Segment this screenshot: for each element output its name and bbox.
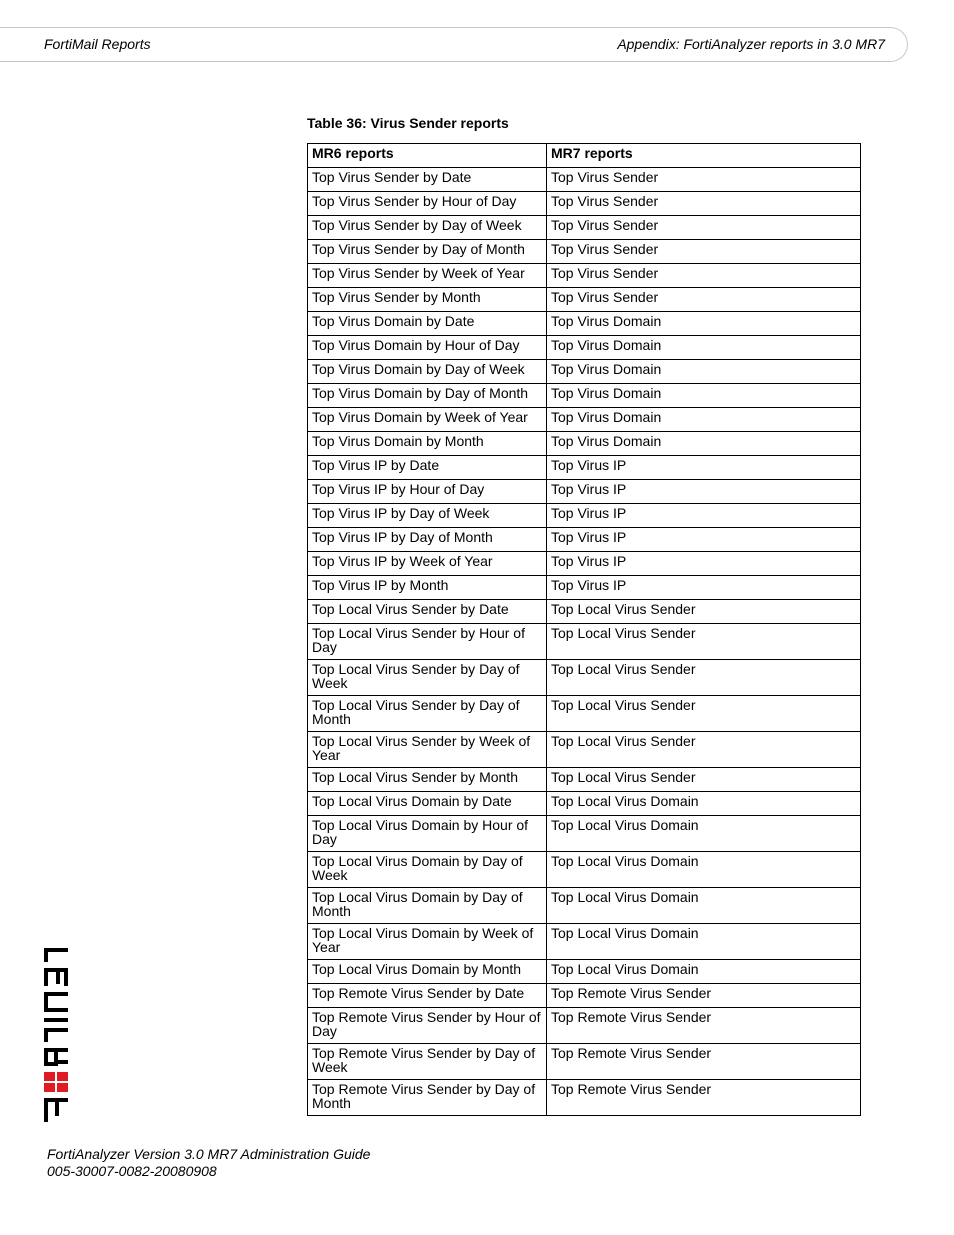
- mr6-report-cell: Top Virus Sender by Day of Week: [308, 216, 547, 240]
- table-row: [308, 984, 861, 1008]
- mr7-report-cell: Top Local Virus Sender: [547, 732, 861, 768]
- table-body: [308, 168, 861, 1116]
- table-row: [308, 1008, 861, 1044]
- table-row: [308, 408, 861, 432]
- mr6-report-cell: Top Local Virus Domain by Month: [308, 960, 547, 984]
- mr6-report-cell: Top Local Virus Domain by Day of Month: [308, 888, 547, 924]
- mr7-report-cell: Top Remote Virus Sender: [547, 1008, 861, 1044]
- table-row: [308, 768, 861, 792]
- table-row: [308, 576, 861, 600]
- mr6-report-cell: Top Virus Domain by Month: [308, 432, 547, 456]
- table-row: [308, 312, 861, 336]
- mr7-report-cell: Top Local Virus Sender: [547, 696, 861, 732]
- table-row: [308, 732, 861, 768]
- mr6-report-cell: Top Virus Sender by Hour of Day: [308, 192, 547, 216]
- mr6-report-cell: Top Virus Sender by Day of Month: [308, 240, 547, 264]
- mr6-report-cell: Top Virus IP by Day of Week: [308, 504, 547, 528]
- mr6-report-cell: Top Virus Sender by Date: [308, 168, 547, 192]
- column-header-mr7: MR7 reports: [547, 144, 861, 168]
- fortinet-logo: [42, 940, 70, 1125]
- mr6-report-cell: Top Local Virus Sender by Day of Month: [308, 696, 547, 732]
- mr6-report-cell: Top Remote Virus Sender by Day of Week: [308, 1044, 547, 1080]
- mr6-report-cell: Top Virus Sender by Month: [308, 288, 547, 312]
- table-row: [308, 624, 861, 660]
- table-row: [308, 504, 861, 528]
- mr7-report-cell: Top Local Virus Domain: [547, 888, 861, 924]
- mr7-report-cell: Top Local Virus Sender: [547, 624, 861, 660]
- mr7-report-cell: Top Remote Virus Sender: [547, 1044, 861, 1080]
- mr7-report-cell: Top Local Virus Sender: [547, 600, 861, 624]
- mr7-report-cell: Top Virus Domain: [547, 312, 861, 336]
- mr7-report-cell: Top Local Virus Domain: [547, 816, 861, 852]
- mr7-report-cell: Top Virus Domain: [547, 432, 861, 456]
- table-row: [308, 1080, 861, 1116]
- header-chapter-title: Appendix: FortiAnalyzer reports in 3.0 MR7: [617, 36, 885, 52]
- table-caption: Table 36: Virus Sender reports: [307, 115, 509, 131]
- table-row: [308, 960, 861, 984]
- mr6-report-cell: Top Local Virus Domain by Date: [308, 792, 547, 816]
- mr6-report-cell: Top Local Virus Sender by Month: [308, 768, 547, 792]
- mr7-report-cell: Top Virus Domain: [547, 408, 861, 432]
- mr7-report-cell: Top Virus IP: [547, 528, 861, 552]
- footer-guide-title: FortiAnalyzer Version 3.0 MR7 Administration Guide: [47, 1146, 371, 1162]
- mr7-report-cell: Top Local Virus Domain: [547, 960, 861, 984]
- table-header-row: [308, 144, 861, 168]
- table-row: [308, 264, 861, 288]
- mr6-report-cell: Top Virus Domain by Hour of Day: [308, 336, 547, 360]
- mr7-report-cell: Top Virus IP: [547, 456, 861, 480]
- mr7-report-cell: Top Virus IP: [547, 576, 861, 600]
- mr7-report-cell: Top Local Virus Domain: [547, 924, 861, 960]
- mr6-report-cell: Top Virus Domain by Date: [308, 312, 547, 336]
- mr7-report-cell: Top Remote Virus Sender: [547, 1080, 861, 1116]
- table-row: [308, 432, 861, 456]
- mr6-report-cell: Top Virus Domain by Day of Month: [308, 384, 547, 408]
- mr6-report-cell: Top Virus IP by Hour of Day: [308, 480, 547, 504]
- mr7-report-cell: Top Virus IP: [547, 480, 861, 504]
- mr7-report-cell: Top Virus IP: [547, 552, 861, 576]
- table-row: [308, 528, 861, 552]
- table-row: [308, 288, 861, 312]
- mr7-report-cell: Top Local Virus Sender: [547, 768, 861, 792]
- mr6-report-cell: Top Virus IP by Week of Year: [308, 552, 547, 576]
- table-row: [308, 852, 861, 888]
- mr7-report-cell: Top Local Virus Domain: [547, 792, 861, 816]
- table-row: [308, 456, 861, 480]
- table-row: [308, 336, 861, 360]
- mr7-report-cell: Top Remote Virus Sender: [547, 984, 861, 1008]
- mr6-report-cell: Top Remote Virus Sender by Date: [308, 984, 547, 1008]
- table-row: [308, 552, 861, 576]
- table-row: [308, 480, 861, 504]
- mr6-report-cell: Top Local Virus Sender by Hour of Day: [308, 624, 547, 660]
- mr6-report-cell: Top Local Virus Sender by Date: [308, 600, 547, 624]
- mr7-report-cell: Top Virus Sender: [547, 288, 861, 312]
- mr6-report-cell: Top Local Virus Domain by Hour of Day: [308, 816, 547, 852]
- mr7-report-cell: Top Virus Domain: [547, 360, 861, 384]
- table-row: [308, 600, 861, 624]
- mr7-report-cell: Top Virus Sender: [547, 264, 861, 288]
- mr7-report-cell: Top Virus Sender: [547, 216, 861, 240]
- table-row: [308, 816, 861, 852]
- table-row: [308, 660, 861, 696]
- mr7-report-cell: Top Virus Sender: [547, 240, 861, 264]
- mr6-report-cell: Top Virus IP by Date: [308, 456, 547, 480]
- table-row: [308, 924, 861, 960]
- mr6-report-cell: Top Remote Virus Sender by Day of Month: [308, 1080, 547, 1116]
- table-row: [308, 216, 861, 240]
- mr7-report-cell: Top Virus IP: [547, 504, 861, 528]
- mr6-report-cell: Top Local Virus Sender by Day of Week: [308, 660, 547, 696]
- footer-document-code: 005-30007-0082-20080908: [47, 1163, 217, 1179]
- table-row: [308, 192, 861, 216]
- mr6-report-cell: Top Virus Sender by Week of Year: [308, 264, 547, 288]
- header-section-title: FortiMail Reports: [44, 36, 151, 52]
- mr6-report-cell: Top Local Virus Domain by Day of Week: [308, 852, 547, 888]
- table-row: [308, 240, 861, 264]
- mr7-report-cell: Top Virus Sender: [547, 168, 861, 192]
- table-row: [308, 1044, 861, 1080]
- mr6-report-cell: Top Virus IP by Month: [308, 576, 547, 600]
- mr7-report-cell: Top Virus Sender: [547, 192, 861, 216]
- table-row: [308, 384, 861, 408]
- mr6-report-cell: Top Local Virus Sender by Week of Year: [308, 732, 547, 768]
- mr6-report-cell: Top Local Virus Domain by Week of Year: [308, 924, 547, 960]
- table-row: [308, 696, 861, 732]
- mr6-report-cell: Top Remote Virus Sender by Hour of Day: [308, 1008, 547, 1044]
- table-row: [308, 360, 861, 384]
- mr7-report-cell: Top Local Virus Sender: [547, 660, 861, 696]
- column-header-mr6: MR6 reports: [308, 144, 547, 168]
- mr6-report-cell: Top Virus Domain by Day of Week: [308, 360, 547, 384]
- mr6-report-cell: Top Virus IP by Day of Month: [308, 528, 547, 552]
- mr7-report-cell: Top Virus Domain: [547, 336, 861, 360]
- table-row: [308, 792, 861, 816]
- mr7-report-cell: Top Local Virus Domain: [547, 852, 861, 888]
- virus-sender-reports-table: [307, 143, 861, 1116]
- mr6-report-cell: Top Virus Domain by Week of Year: [308, 408, 547, 432]
- table-row: [308, 168, 861, 192]
- table-row: [308, 888, 861, 924]
- mr7-report-cell: Top Virus Domain: [547, 384, 861, 408]
